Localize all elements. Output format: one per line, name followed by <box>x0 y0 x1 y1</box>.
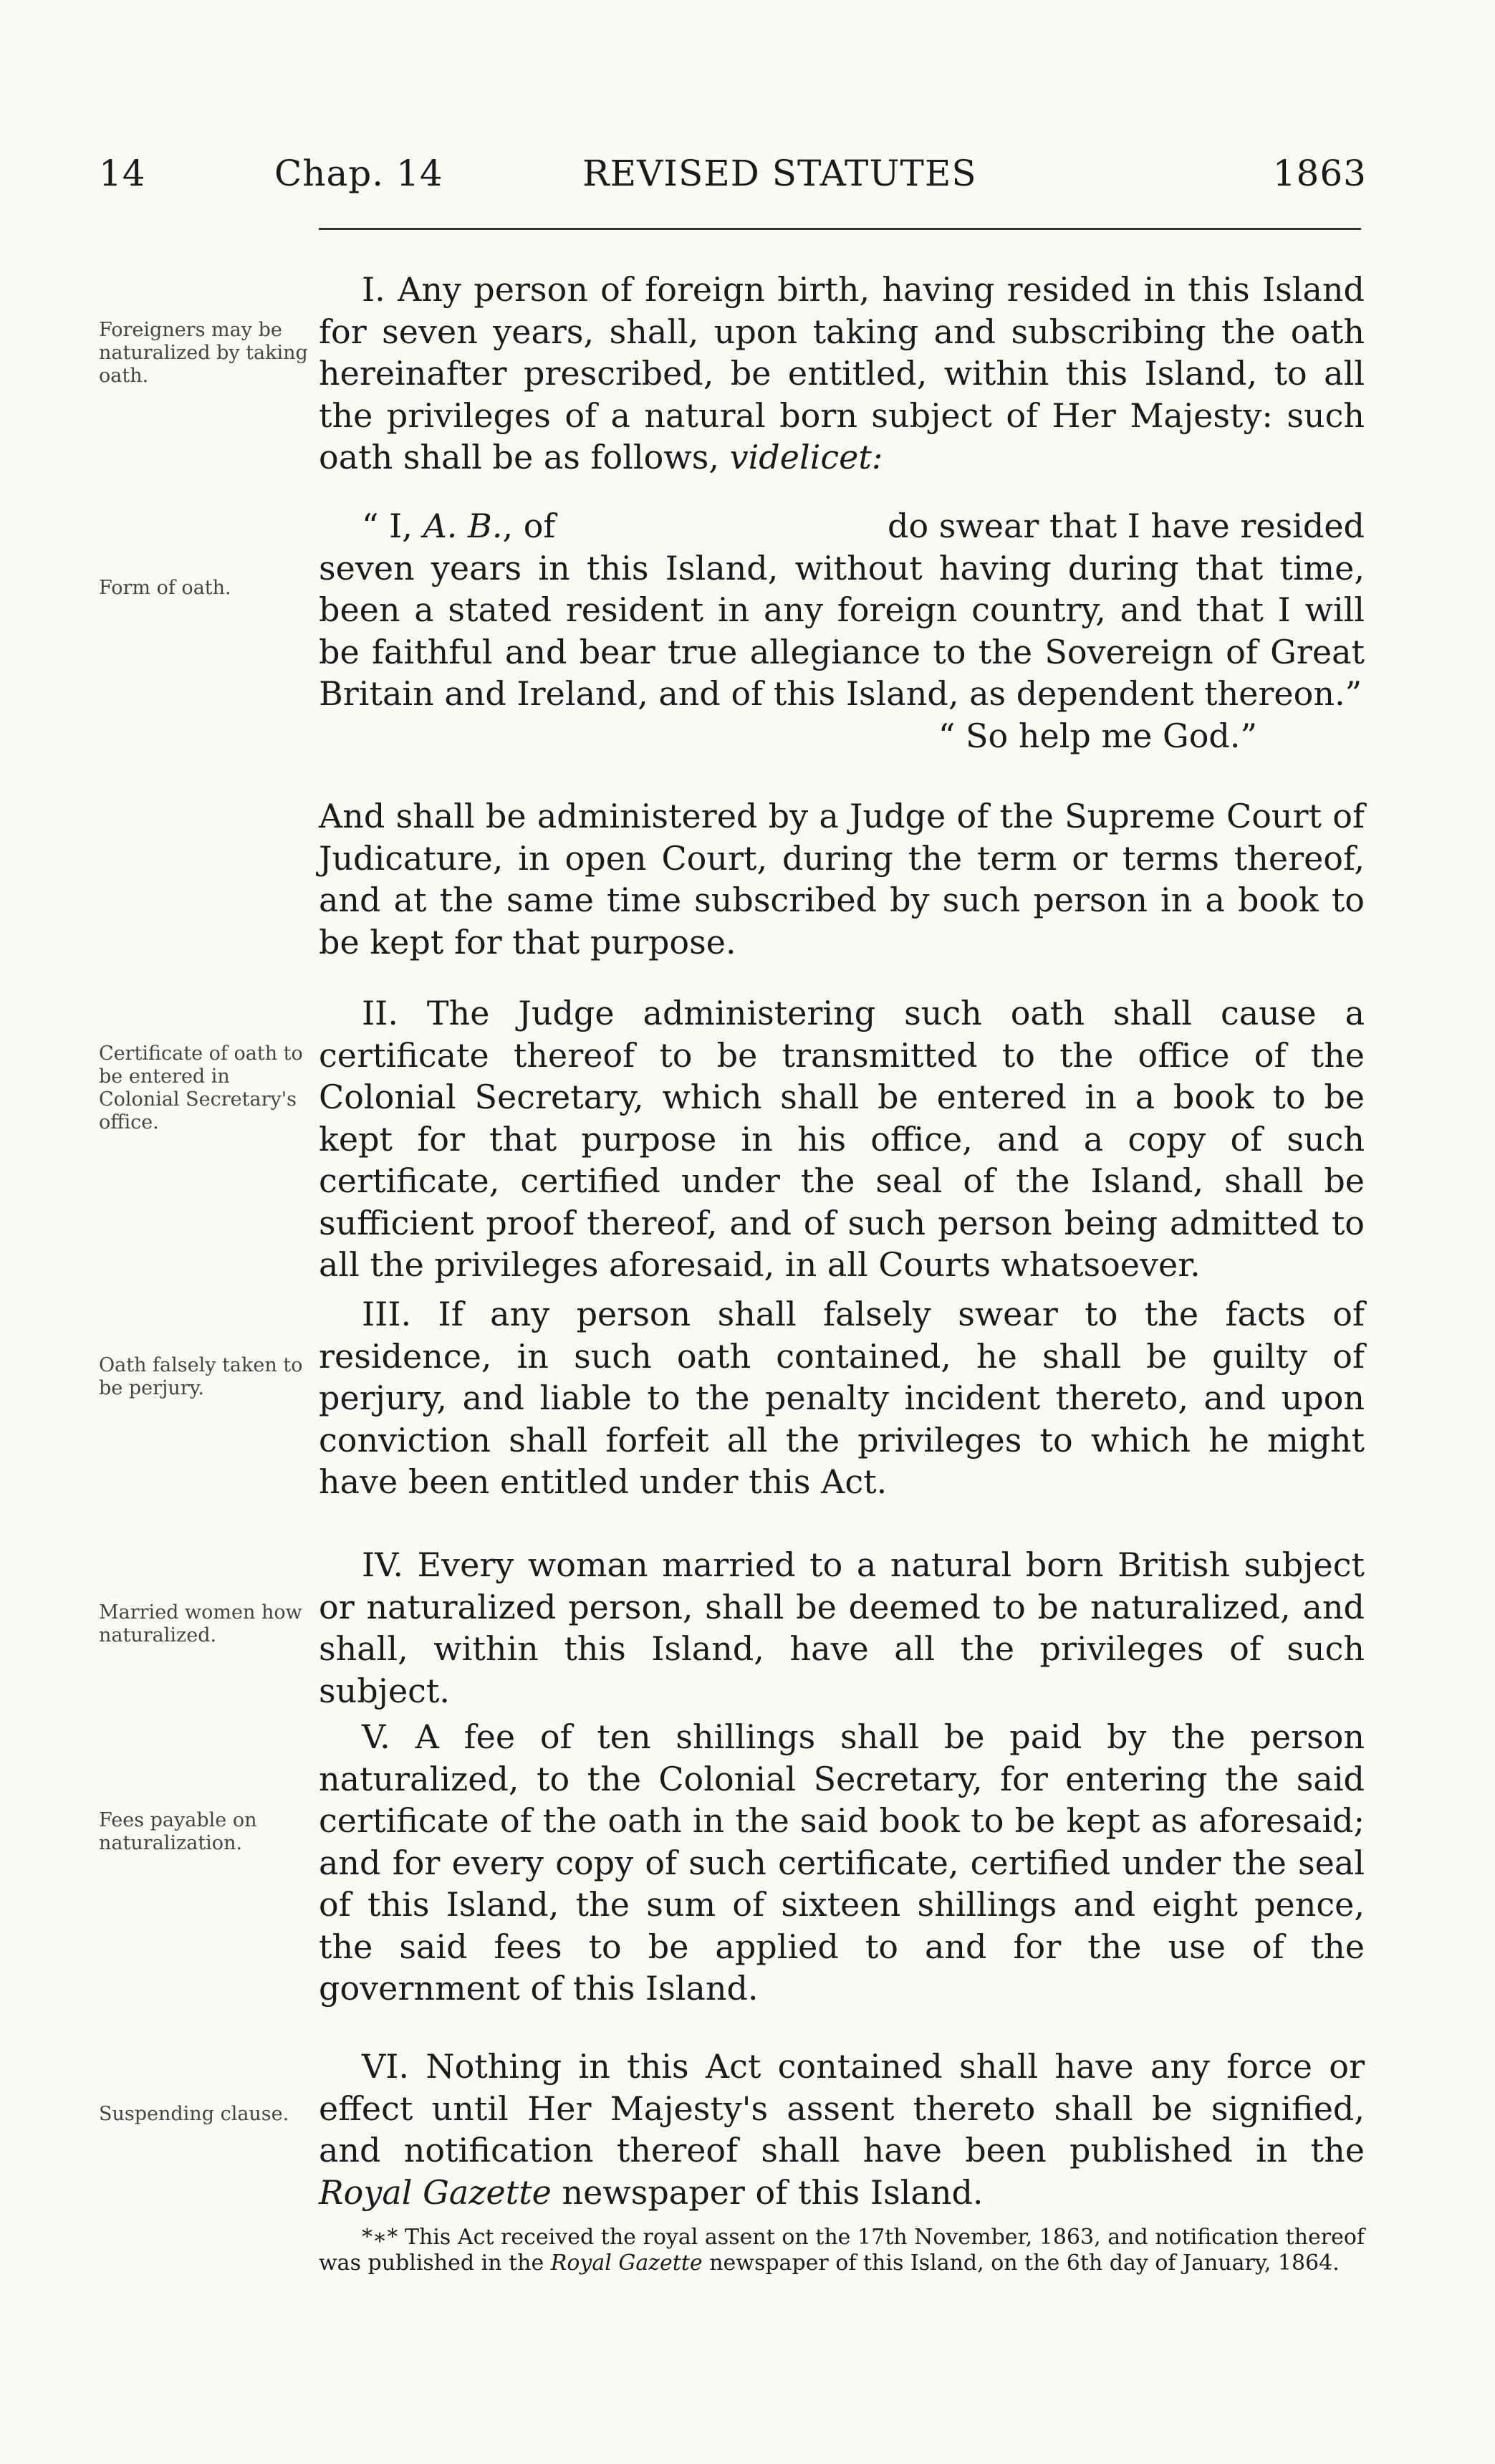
chapter-label: Chap. 14 <box>274 153 443 194</box>
oath-text: seven years in this Island, without having during that time, been a stated resident in any foreign country, and that I will be faithful and bear true allegiance to the Sovereign of Great Britain and Ireland, and of this Island, as dependent thereon.” <box>319 548 1365 713</box>
footnote: *∗* This Act received the royal assent on the 17th November, 1863, and notification thereof was published in the Royal Gazette newspaper of this Island, on the 6th day of January, 1864. <box>319 2225 1365 2276</box>
margin-note-falsely-taken: Oath falsely taken to be perjury. <box>99 1354 303 1399</box>
margin-note-form-of-oath: Form of oath. <box>99 577 231 599</box>
section-6: VI. Nothing in this Act contained shall have any force or effect until Her Majesty's assent thereto shall be signified, and notification thereof shall have been published in the Royal Gazette newspaper of this Island. <box>319 2047 1365 2212</box>
page-number: 14 <box>99 153 146 194</box>
administered-paragraph: And shall be administered by a Judge of the Supreme Court of Judicature, in open Court, during the term or terms thereof, and at the same time subscribed by such person in a book to be kept for that purpose. <box>319 797 1365 962</box>
margin-note-fees: Fees payable on naturalization. <box>99 1809 257 1854</box>
margin-note-married-women: Married women how naturalized. <box>99 1601 302 1646</box>
running-title: REVISED STATUTES <box>582 153 977 194</box>
page-header <box>99 153 1367 203</box>
section-3: III. If any person shall falsely swear to the facts of residence, in such oath contained, he shall be guilty of perjury, and liable to the penalty incident thereto, and upon conviction shall forfeit all the privileges to which he might have been entitled under this Act. <box>319 1295 1365 1501</box>
header-year: 1863 <box>1272 153 1367 194</box>
oath-form: “ I, A. B., of do swear that I have resided seven years in this Island, without having during that time, been a stated resident in any foreign country, and that I will be faithful and bear true allegiance to the Sovereign of Great Britain and Ireland, and of this Island, as dependent thereon.” “ So help me God.” <box>319 505 1365 757</box>
margin-note-certificate: Certificate of oath to be entered in Colonial Secretary's office. <box>99 1042 303 1133</box>
section-1: I. Any person of foreign birth, having resided in this Island for seven years, shall, upon taking and subscribing the oath hereinafter prescribed, be entitled, within this Island, to all the privileges of a natural born subject of Her Majesty: such oath shall be as follows, videlicet: <box>319 270 1365 476</box>
margin-note-foreigners: Foreigners may be naturalized by taking oath. <box>99 319 308 387</box>
section-2: II. The Judge administering such oath shall cause a certificate thereof to be transmitted to the office of the Colonial Secretary, which shall be entered in a book to be kept for that purpose in his office, and a copy of such certificate, certified under the seal of the Island, shall be sufficient proof thereof, and of such person being admitted to all the privileges aforesaid, in all Courts whatsoever. <box>319 994 1365 1284</box>
section-4: IV. Every woman married to a natural born British subject or naturalized person, shall be deemed to be naturalized, and shall, within this Island, have all the privileges of such subject. <box>319 1545 1365 1710</box>
section-5: V. A fee of ten shillings shall be paid by the person naturalized, to the Colonial Secretary, for entering the said certificate of the oath in the said book to be kept as aforesaid; and for every copy of such certificate, certified under the seal of this Island, the sum of sixteen shillings and eight pence, the said fees to be applied to and for the use of the government of this Island. <box>319 1717 1365 2008</box>
margin-note-suspending: Suspending clause. <box>99 2103 289 2125</box>
header-rule <box>319 228 1361 230</box>
oath-closing: “ So help me God.” <box>938 716 1257 755</box>
